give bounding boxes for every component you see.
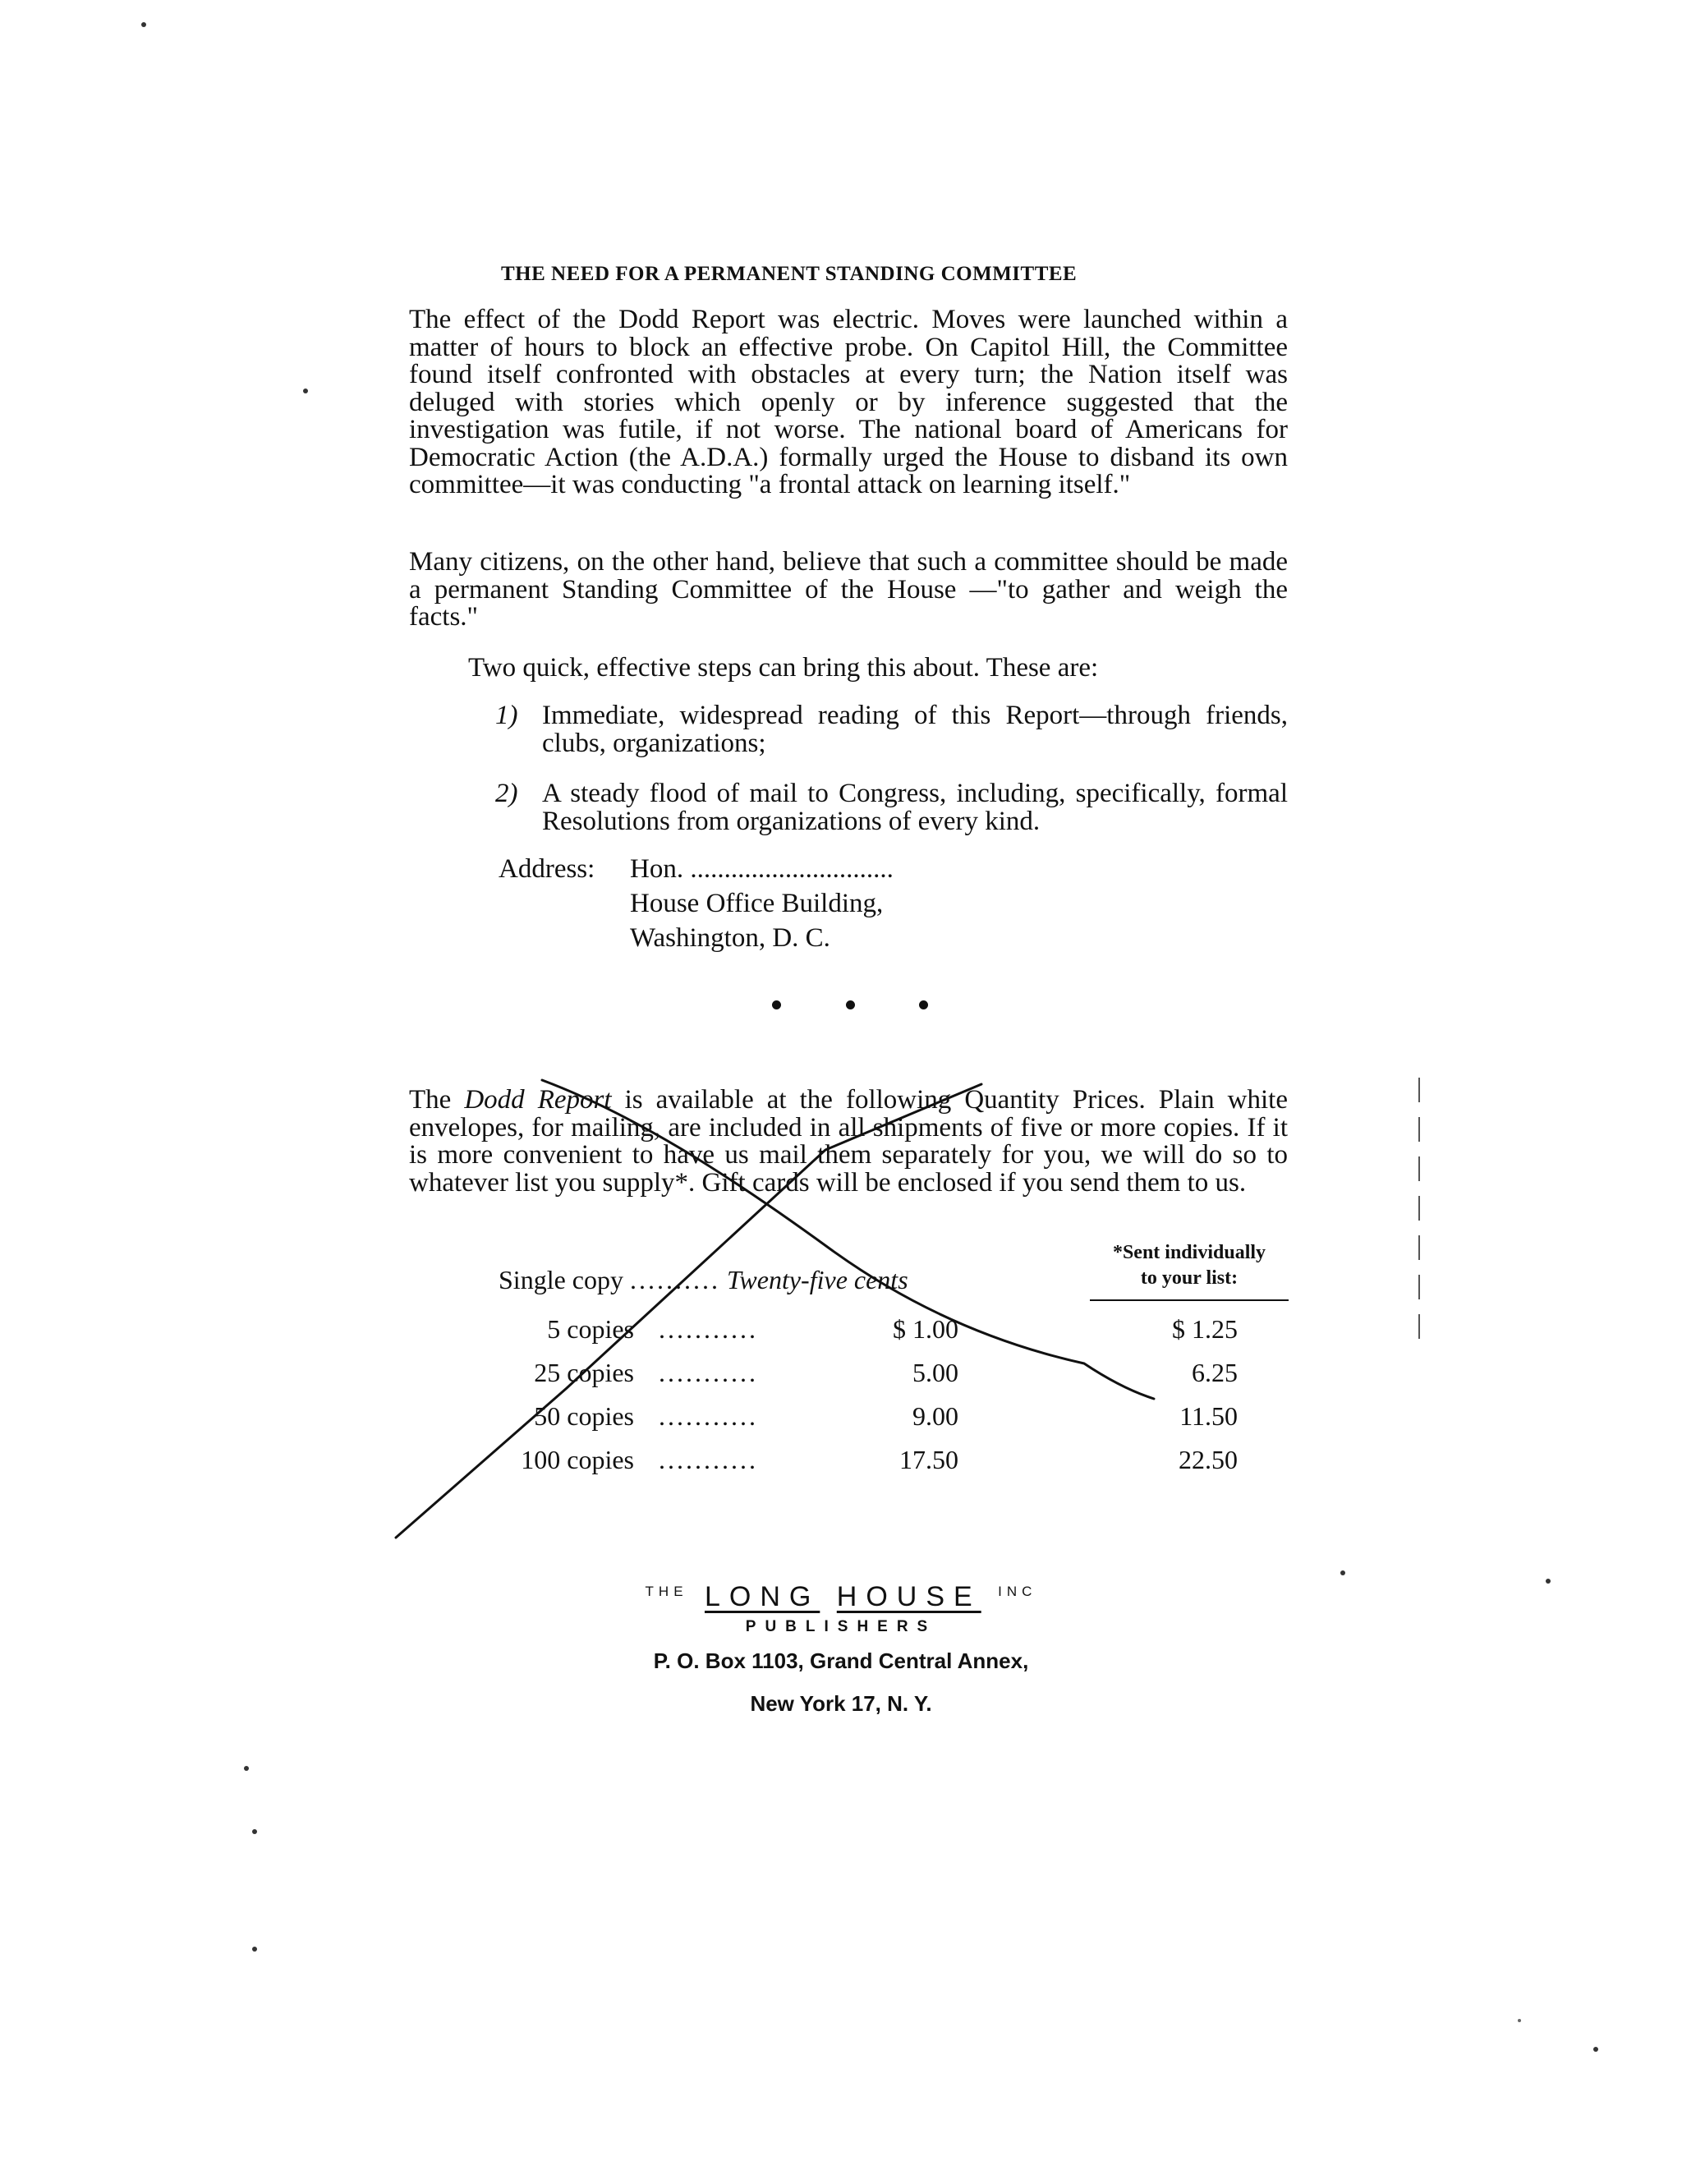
publisher-address-line1: P. O. Box 1103, Grand Central Annex, [653, 1648, 1029, 1673]
speck [1593, 2047, 1598, 2052]
address-line-building: House Office Building, [630, 889, 884, 918]
speck [244, 1766, 249, 1771]
logo-long: LONG [704, 1581, 820, 1612]
speck [1518, 2019, 1521, 2022]
price-row-leader: ........... [659, 1445, 758, 1474]
address-line-city: Washington, D. C. [630, 923, 830, 953]
price-row-quantity: 50 copies [534, 1401, 634, 1431]
sent-header-line2: to your list: [1140, 1267, 1239, 1289]
speck [141, 22, 146, 27]
single-copy-leader: .......... [629, 1265, 720, 1294]
sent-header-line1: *Sent individually [1112, 1242, 1266, 1263]
paragraph-standing-committee: Many citizens, on the other hand, believe that such a committee should be made a permanent Standing Committee of the House —"to gather and weigh the facts." [409, 547, 1288, 632]
speck [1340, 1570, 1345, 1575]
price-row-price: 17.50 [899, 1445, 958, 1474]
section-heading: THE NEED FOR A PERMANENT STANDING COMMITTEE [501, 263, 1078, 285]
address-line-hon: Hon. .............................. [630, 854, 894, 884]
single-copy-price: Twenty-five cents [726, 1265, 908, 1294]
address-label: Address: [499, 854, 595, 884]
publisher-subtitle: PUBLISHERS [745, 1618, 937, 1635]
publisher-address-line2: New York 17, N. Y. [750, 1691, 932, 1716]
price-row-quantity: 5 copies [547, 1314, 634, 1344]
step-number: 1) [495, 701, 518, 730]
price-row-sent-price: 22.50 [1179, 1445, 1238, 1474]
offer-report-title: Dodd Report [464, 1085, 612, 1115]
price-row-quantity: 100 copies [521, 1445, 634, 1474]
price-row-sent-price: 6.25 [1192, 1358, 1238, 1387]
step-text: A steady flood of mail to Congress, including, specifically, formal Resolutions from organizations of every kind. [542, 779, 1288, 836]
speck [252, 1829, 257, 1834]
price-row-price: 9.00 [912, 1401, 958, 1431]
paragraph-two-steps: Two quick, effective steps can bring this about. These are: [468, 653, 1099, 683]
logo-inc: INC [998, 1584, 1037, 1599]
price-row-leader: ........... [659, 1314, 758, 1344]
price-row-price: $ 1.00 [893, 1314, 958, 1344]
logo-the: THE [645, 1584, 688, 1599]
price-row-sent-price: $ 1.25 [1172, 1314, 1238, 1344]
step-number: 2) [495, 779, 518, 808]
offer-text-post: is available at the following Quantity Prices. Plain white envelopes, for mailing, are included in all shipments of five or more copies. If it is more convenient to have us mail them separately for you, we will do so to whatever list you supply*. Gift cards will be enclosed if you send them to us. [409, 1085, 1288, 1198]
speck [1546, 1579, 1551, 1584]
offer-text-pre: The [409, 1085, 465, 1115]
paragraph-dodd-report-effect: The effect of the Dodd Report was electric. Moves were launched within a matter of hours to block an effective probe. On Capitol Hill, the Committee found itself confronted with obstacles at every turn; the Nation itself was deluged with stories which openly or by inference suggested that the investigation was futile, if not worse. The national board of Americans for Democratic Action (the A.D.A.) formally urged the House to disband its own committee—it was conducting "a frontal attack on learning itself." [409, 305, 1288, 499]
price-row-price: 5.00 [912, 1358, 958, 1387]
step-text: Immediate, widespread reading of this Report—through friends, clubs, organizations; [542, 701, 1288, 758]
speck [252, 1947, 257, 1952]
cross-out-stroke-arc [542, 1080, 1154, 1399]
speck [303, 389, 308, 393]
price-row-sent-price: 11.50 [1179, 1401, 1238, 1431]
price-row-leader: ........... [659, 1358, 758, 1387]
single-copy-label: Single copy [499, 1265, 623, 1294]
price-row-quantity: 25 copies [534, 1358, 634, 1387]
logo-house: HOUSE [836, 1581, 981, 1612]
price-row-leader: ........... [659, 1401, 758, 1431]
